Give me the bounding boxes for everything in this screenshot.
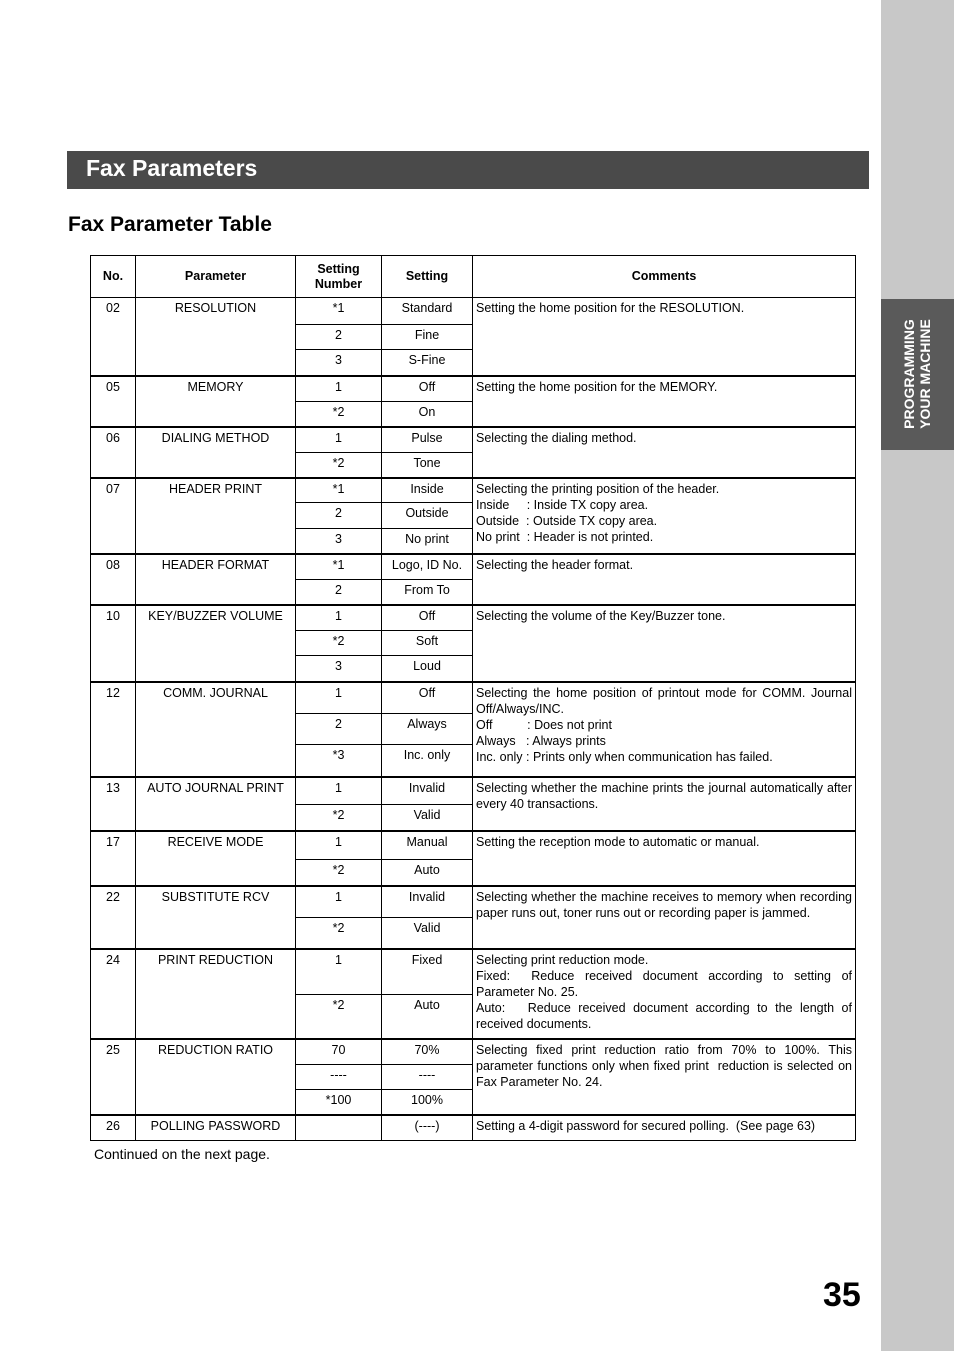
- setting-value: No print: [382, 529, 473, 554]
- param-name: COMM. JOURNAL: [136, 682, 296, 777]
- param-comment: [473, 886, 856, 949]
- param-number: 26: [91, 1115, 136, 1141]
- setting-number: 1: [296, 427, 382, 453]
- comment-line: Selecting the home position of printout mode for COMM. Journal Off/Always/INC.: [476, 685, 856, 716]
- setting-value: From To: [382, 580, 473, 605]
- setting-value: Auto: [382, 860, 473, 886]
- comment-line: Inc. only : Prints only when communication has failed.: [476, 749, 773, 764]
- header-setting-number-line-2: Number: [314, 276, 363, 291]
- table-row: [91, 682, 856, 714]
- setting-number: 3: [296, 529, 382, 554]
- param-number: 06: [91, 427, 136, 478]
- comment-line: Selecting the volume of the Key/Buzzer tone.: [476, 608, 726, 623]
- param-name: REDUCTION RATIO: [136, 1039, 296, 1115]
- comment-line: Selecting fixed print reduction ratio from 70% to 100%. This parameter functions only when fixed print reduction is selected on Fax Parameter No. 24.: [476, 1042, 856, 1089]
- section-title: Fax Parameter Table: [68, 213, 272, 236]
- param-number: 08: [91, 554, 136, 605]
- comment-line: Selecting whether the machine prints the journal automatically after every 40 transactions.: [476, 780, 856, 811]
- table-row: [91, 886, 856, 918]
- setting-number: [296, 1115, 382, 1141]
- setting-value: (----): [382, 1115, 473, 1141]
- param-name: AUTO JOURNAL PRINT: [136, 777, 296, 831]
- table-row: [91, 554, 856, 580]
- setting-number: *2: [296, 860, 382, 886]
- setting-number: 70: [296, 1039, 382, 1065]
- setting-value: Valid: [382, 918, 473, 949]
- setting-number: *100: [296, 1090, 382, 1115]
- fax-parameter-table: [90, 255, 856, 1141]
- setting-number: 1: [296, 605, 382, 631]
- setting-value: Fixed: [382, 949, 473, 995]
- setting-number: 1: [296, 886, 382, 918]
- param-name: HEADER PRINT: [136, 478, 296, 554]
- param-name: PRINT REDUCTION: [136, 949, 296, 1039]
- setting-number: 2: [296, 325, 382, 350]
- param-comment: [473, 376, 856, 427]
- param-name: RESOLUTION: [136, 298, 296, 376]
- setting-value: Invalid: [382, 886, 473, 918]
- param-name: DIALING METHOD: [136, 427, 296, 478]
- comment-line: Off : Does not print: [476, 717, 612, 732]
- table-row: [91, 1115, 856, 1141]
- setting-number: 1: [296, 777, 382, 805]
- setting-value: Inc. only: [382, 745, 473, 777]
- param-number: 17: [91, 831, 136, 886]
- setting-value: Logo, ID No.: [382, 554, 473, 580]
- header-setting-number: [296, 256, 382, 298]
- setting-value: S-Fine: [382, 350, 473, 376]
- section-tab-label: [901, 319, 933, 429]
- param-name: MEMORY: [136, 376, 296, 427]
- table-row: [91, 298, 856, 325]
- param-number: 02: [91, 298, 136, 376]
- setting-number: *2: [296, 918, 382, 949]
- header-no: No.: [91, 256, 136, 298]
- setting-number: *1: [296, 554, 382, 580]
- table-row: [91, 605, 856, 631]
- param-number: 07: [91, 478, 136, 554]
- setting-value: 70%: [382, 1039, 473, 1065]
- setting-value: Off: [382, 376, 473, 402]
- setting-value: Loud: [382, 656, 473, 682]
- comment-line: Setting a 4-digit password for secured polling. (See page 63): [476, 1118, 816, 1133]
- param-number: 22: [91, 886, 136, 949]
- param-comment: [473, 427, 856, 478]
- setting-number: *2: [296, 805, 382, 831]
- setting-value: Always: [382, 714, 473, 745]
- setting-value: Invalid: [382, 777, 473, 805]
- param-comment: [473, 1115, 856, 1141]
- setting-number: *2: [296, 631, 382, 656]
- comment-line: Outside : Outside TX copy area.: [476, 513, 658, 528]
- setting-number: 1: [296, 682, 382, 714]
- table-row: [91, 478, 856, 503]
- table-row: [91, 1039, 856, 1065]
- chapter-banner: [67, 151, 869, 189]
- param-name: KEY/BUZZER VOLUME: [136, 605, 296, 682]
- param-number: 10: [91, 605, 136, 682]
- comment-line: No print : Header is not printed.: [476, 529, 654, 544]
- header-parameter: Parameter: [136, 256, 296, 298]
- setting-number: 3: [296, 656, 382, 682]
- setting-value: Pulse: [382, 427, 473, 453]
- param-number: 25: [91, 1039, 136, 1115]
- param-name: RECEIVE MODE: [136, 831, 296, 886]
- setting-number: *1: [296, 478, 382, 503]
- param-name: HEADER FORMAT: [136, 554, 296, 605]
- page-number: 35: [823, 1276, 861, 1314]
- setting-value: Tone: [382, 453, 473, 478]
- setting-number: 1: [296, 831, 382, 860]
- setting-number: *2: [296, 453, 382, 478]
- setting-number: 2: [296, 580, 382, 605]
- setting-value: Off: [382, 605, 473, 631]
- setting-number: ----: [296, 1065, 382, 1090]
- setting-value: Outside: [382, 503, 473, 529]
- setting-value: Inside: [382, 478, 473, 503]
- setting-value: On: [382, 402, 473, 427]
- chapter-title: Fax Parameters: [86, 155, 258, 181]
- param-comment: [473, 298, 856, 376]
- comment-line: Selecting the dialing method.: [476, 430, 637, 445]
- header-setting-number-line-1: Setting: [317, 261, 360, 276]
- param-comment: [473, 777, 856, 831]
- table-body: [91, 298, 856, 1141]
- header-setting: Setting: [382, 256, 473, 298]
- setting-value: Auto: [382, 995, 473, 1039]
- comment-line: Always : Always prints: [476, 733, 606, 748]
- setting-number: *3: [296, 745, 382, 777]
- section-tab-line-1: PROGRAMMING: [901, 319, 917, 429]
- table-row: [91, 427, 856, 453]
- setting-value: Manual: [382, 831, 473, 860]
- comment-line: Setting the home position for the RESOLUTION.: [476, 301, 745, 315]
- comment-line: Selecting print reduction mode.: [476, 952, 649, 967]
- table-row: [91, 949, 856, 995]
- header-comments: Comments: [473, 256, 856, 298]
- setting-value: ----: [382, 1065, 473, 1090]
- param-name: SUBSTITUTE RCV: [136, 886, 296, 949]
- setting-number: 1: [296, 376, 382, 402]
- param-number: 24: [91, 949, 136, 1039]
- table-row: [91, 376, 856, 402]
- param-comment: [473, 949, 856, 1039]
- setting-number: 2: [296, 714, 382, 745]
- param-comment: [473, 478, 856, 554]
- comment-line: Fixed: Reduce received document according to setting of Parameter No. 25.: [476, 968, 856, 999]
- param-comment: [473, 831, 856, 886]
- setting-number: *2: [296, 402, 382, 427]
- continued-note: Continued on the next page.: [94, 1146, 270, 1162]
- param-comment: [473, 682, 856, 777]
- table-row: [91, 777, 856, 805]
- param-comment: [473, 554, 856, 605]
- section-tab: [881, 299, 954, 450]
- comment-line: Selecting whether the machine receives to memory when recording paper runs out, toner runs out or recording paper is jammed.: [476, 889, 856, 920]
- setting-value: 100%: [382, 1090, 473, 1115]
- comment-line: Selecting the header format.: [476, 557, 634, 572]
- setting-value: Standard: [382, 298, 473, 325]
- param-comment: [473, 1039, 856, 1115]
- param-number: 12: [91, 682, 136, 777]
- comment-line: Setting the home position for the MEMORY.: [476, 379, 718, 394]
- comment-line: Setting the reception mode to automatic or manual.: [476, 834, 760, 849]
- comment-line: Inside : Inside TX copy area.: [476, 497, 649, 512]
- side-strip: [881, 0, 954, 1351]
- param-comment: [473, 605, 856, 682]
- setting-number: 3: [296, 350, 382, 376]
- comment-line: Selecting the printing position of the header.: [476, 481, 720, 496]
- setting-number: 1: [296, 949, 382, 995]
- setting-number: 2: [296, 503, 382, 529]
- table-row: [91, 831, 856, 860]
- setting-number: *1: [296, 298, 382, 325]
- param-number: 13: [91, 777, 136, 831]
- setting-number: *2: [296, 995, 382, 1039]
- comment-line: Auto: Reduce received document according to the length of received documents.: [476, 1000, 856, 1031]
- setting-value: Soft: [382, 631, 473, 656]
- setting-value: Valid: [382, 805, 473, 831]
- setting-value: Off: [382, 682, 473, 714]
- table-header-row: [91, 256, 856, 298]
- setting-value: Fine: [382, 325, 473, 350]
- section-tab-line-2: YOUR MACHINE: [917, 319, 933, 429]
- param-number: 05: [91, 376, 136, 427]
- param-name: POLLING PASSWORD: [136, 1115, 296, 1141]
